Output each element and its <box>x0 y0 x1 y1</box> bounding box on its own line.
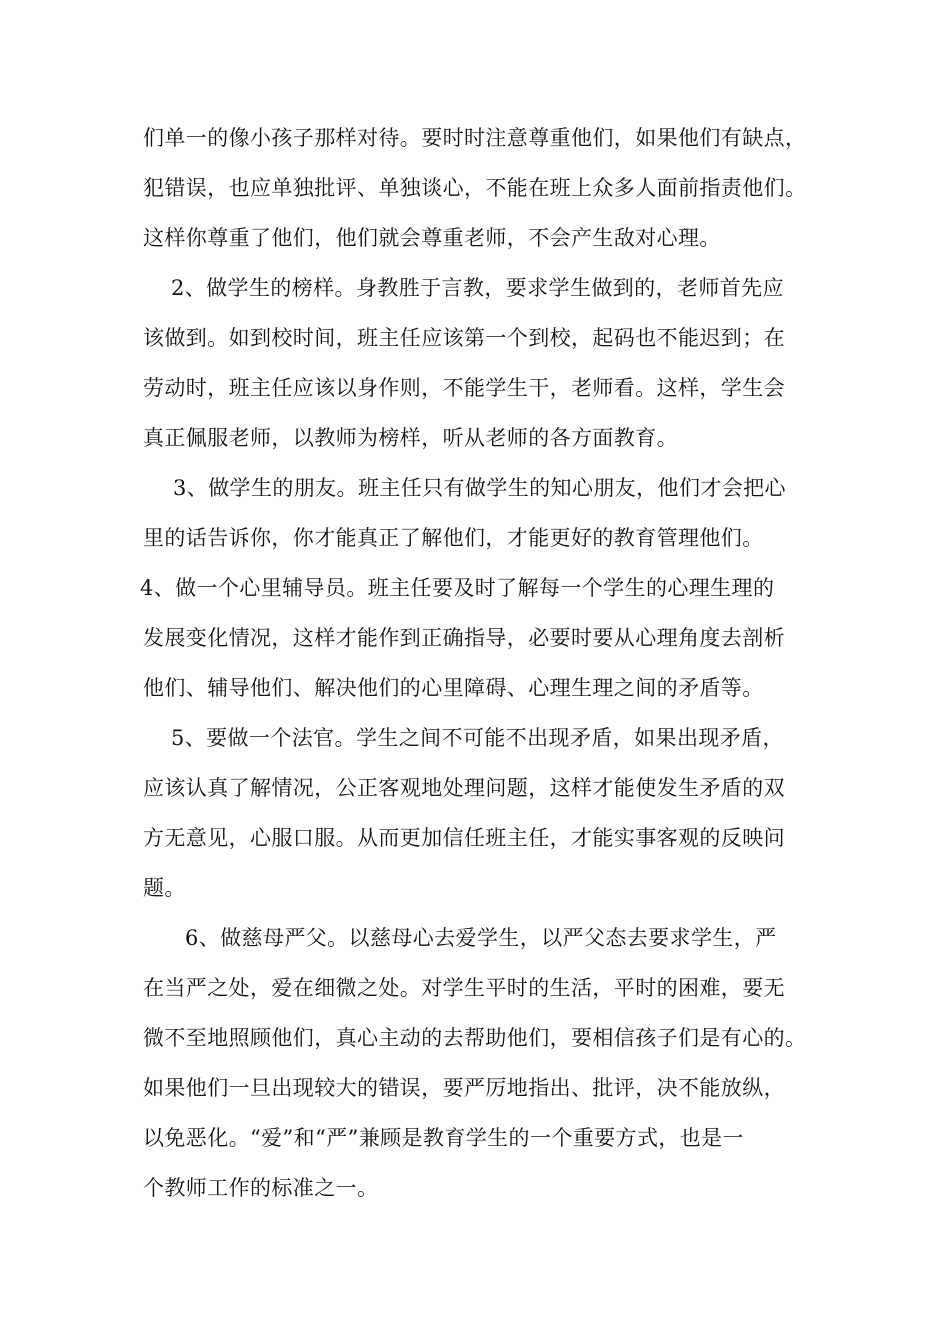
text-line: 3、做学生的朋友。班主任只有做学生的知心朋友，他们才会把心 <box>173 476 786 500</box>
text-line: 应该认真了解情况，公正客观地处理问题，这样才能使发生矛盾的双 <box>143 776 785 800</box>
text-line: 劳动时，班主任应该以身作则，不能学生干，老师看。这样，学生会 <box>143 376 785 400</box>
text-line: 2、做学生的榜样。身教胜于言教，要求学生做到的，老师首先应 <box>171 276 784 300</box>
text-line: 6、做慈母严父。以慈母心去爱学生，以严父态去要求学生，严 <box>185 926 777 950</box>
text-line: 犯错误，也应单独批评、单独谈心，不能在班上众多人面前指责他们。 <box>143 176 807 200</box>
text-line: 题。 <box>143 876 186 900</box>
text-line: 在当严之处，爱在细微之处。对学生平时的生活，平时的困难，要无 <box>143 976 785 1000</box>
text-line: 如果他们一旦出现较大的错误，要严厉地指出、批评，决不能放纵， <box>143 1076 785 1100</box>
text-line: 这样你尊重了他们，他们就会尊重老师，不会产生敌对心理。 <box>143 226 721 250</box>
text-line: 真正佩服老师，以教师为榜样，听从老师的各方面教育。 <box>143 426 678 450</box>
text-line: 该做到。如到校时间，班主任应该第一个到校，起码也不能迟到；在 <box>143 326 785 350</box>
text-line: 们单一的像小孩子那样对待。要时时注意尊重他们，如果他们有缺点， <box>143 126 807 150</box>
text-line: 他们、辅导他们、解决他们的心里障碍、心理生理之间的矛盾等。 <box>143 676 764 700</box>
text-line: 发展变化情况，这样才能作到正确指导，必要时要从心理角度去剖析 <box>143 626 785 650</box>
text-line: 里的话告诉你，你才能真正了解他们，才能更好的教育管理他们。 <box>143 526 764 550</box>
text-line: 方无意见，心服口服。从而更加信任班主任，才能实事客观的反映问 <box>143 826 785 850</box>
text-line: 5、要做一个法官。学生之间不可能不出现矛盾，如果出现矛盾， <box>171 726 784 750</box>
text-line: 个教师工作的标准之一。 <box>143 1176 379 1200</box>
text-line: 微不至地照顾他们，真心主动的去帮助他们，要相信孩子们是有心的。 <box>143 1026 807 1050</box>
text-line: 以免恶化。“爱”和“严”兼顾是教育学生的一个重要方式，也是一 <box>143 1126 744 1150</box>
text-line: 4、做一个心里辅导员。班主任要及时了解每一个学生的心理生理的 <box>140 576 775 600</box>
